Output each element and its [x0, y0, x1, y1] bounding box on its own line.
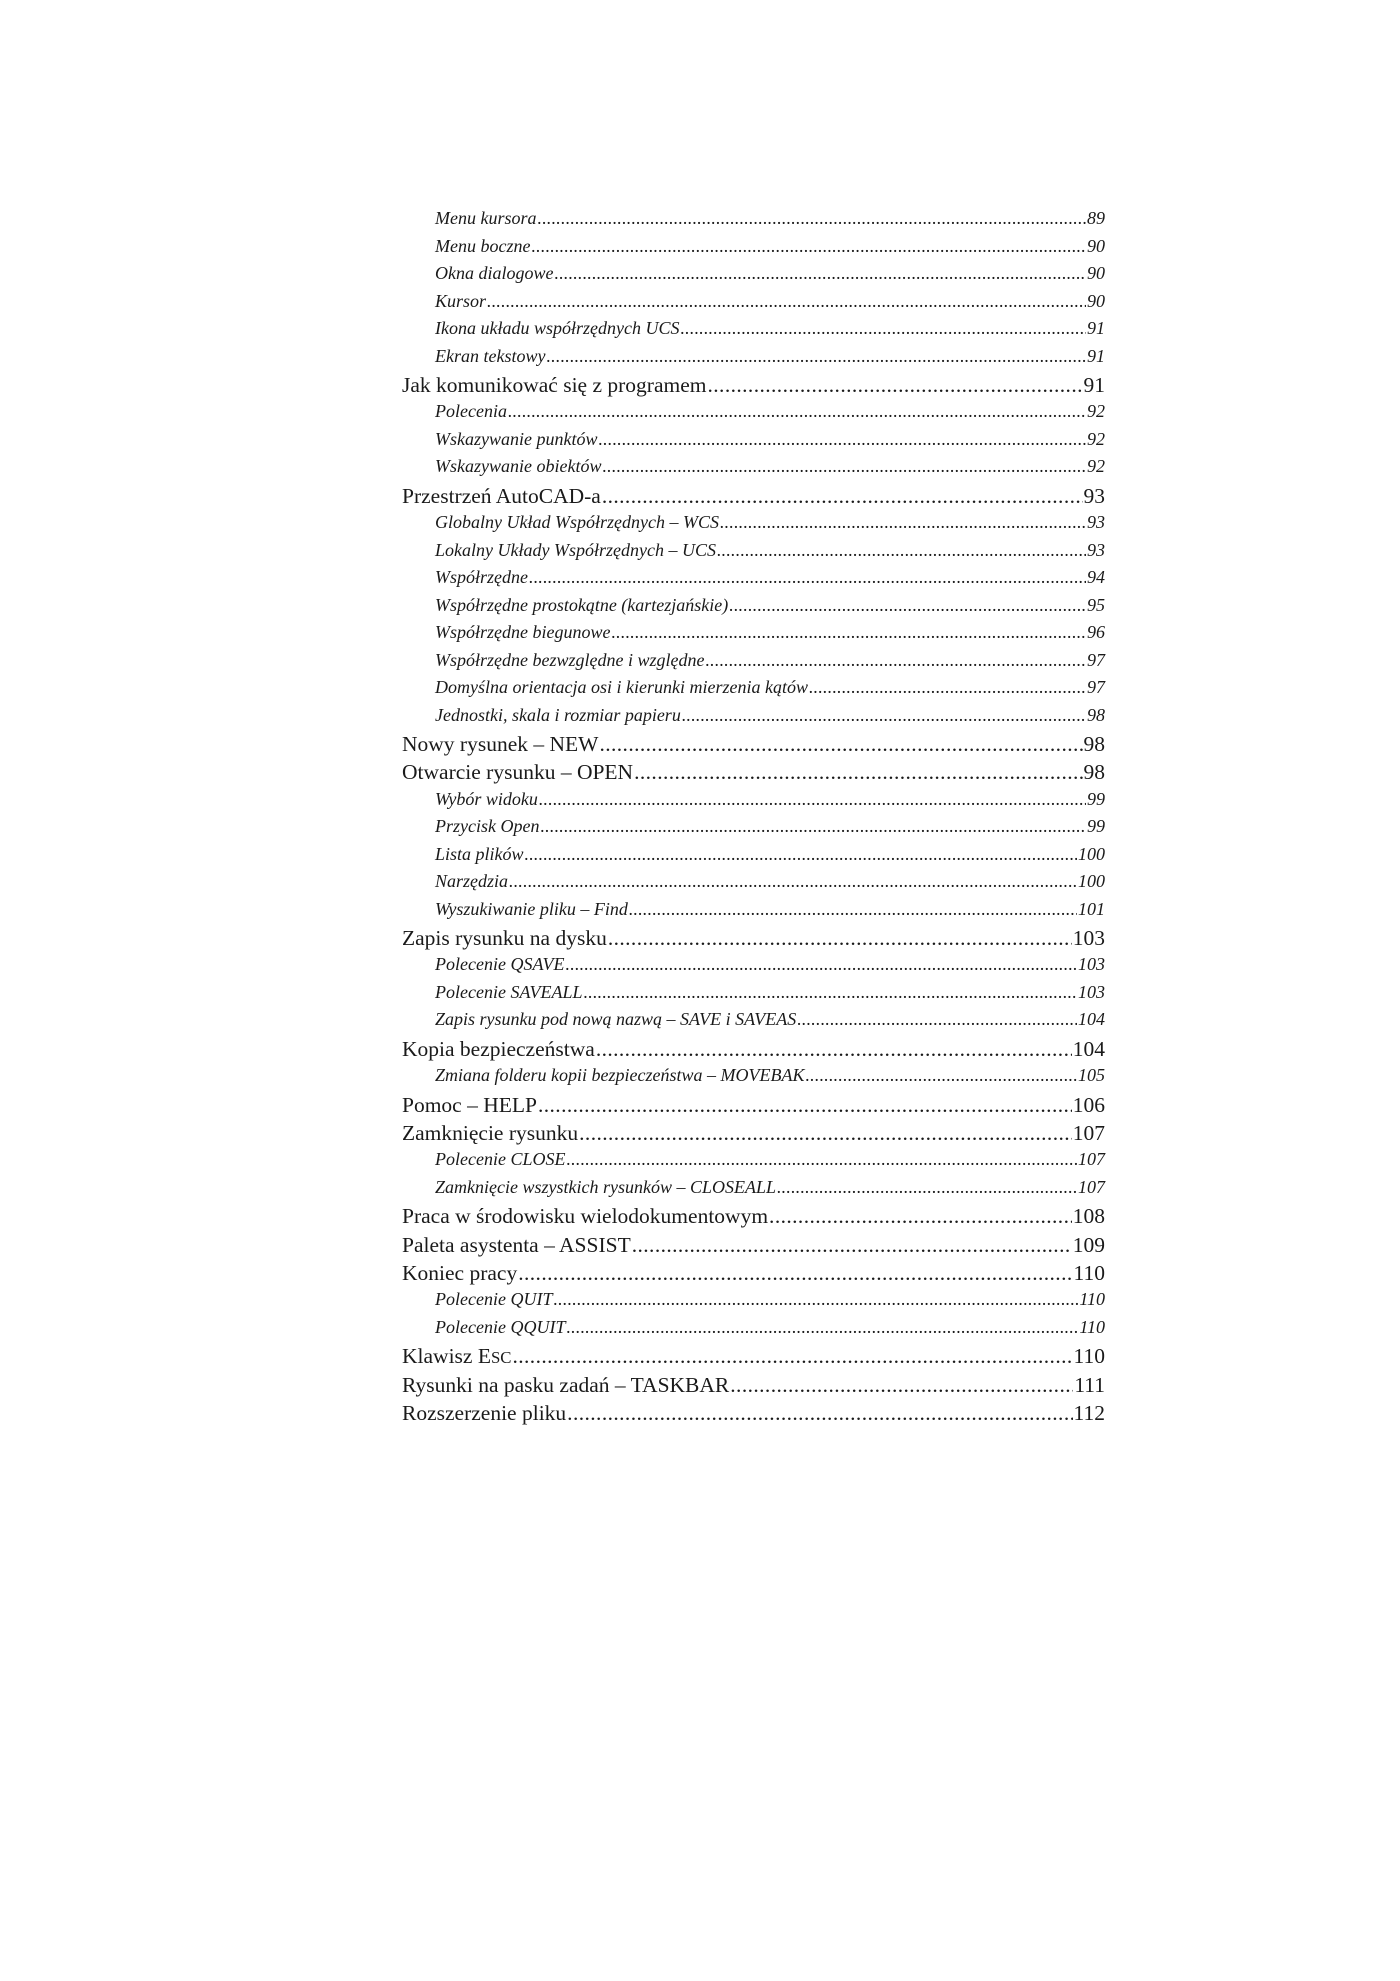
toc-dot-leader — [720, 512, 1086, 533]
toc-entry-title: Polecenie CLOSE — [435, 1149, 566, 1170]
toc-page-number: 96 — [1087, 622, 1105, 643]
toc-page-number: 103 — [1078, 954, 1105, 975]
toc-subsection-entry — [402, 346, 1105, 374]
toc-entry-title: Polecenie QSAVE — [435, 954, 565, 975]
toc-entry-title: Wskazywanie punktów — [435, 428, 598, 449]
toc-entry-title: Globalny Układ Współrzędnych – WCS — [435, 512, 719, 533]
toc-page-number: 103 — [1072, 926, 1105, 951]
toc-page-number: 92 — [1087, 428, 1105, 449]
toc-dot-leader — [538, 208, 1087, 229]
toc-dot-leader — [566, 954, 1077, 975]
toc-subsection-entry — [402, 1177, 1105, 1205]
toc-subsection-entry — [402, 512, 1105, 540]
table-of-contents — [402, 208, 1105, 1429]
toc-dot-leader — [512, 1344, 1072, 1369]
toc-dot-leader — [629, 899, 1077, 920]
toc-dot-leader — [508, 401, 1086, 422]
toc-page-number: 91 — [1087, 318, 1105, 338]
toc-entry-title: Koniec pracy — [402, 1260, 518, 1285]
toc-subsection-entry — [402, 318, 1105, 346]
toc-section-entry — [402, 732, 1105, 760]
toc-page-number: 107 — [1078, 1176, 1105, 1197]
toc-section-entry — [402, 1261, 1105, 1289]
toc-entry-title: Praca w środowisku wielodokumentowym — [402, 1204, 769, 1229]
toc-dot-leader — [805, 1065, 1077, 1086]
toc-section-entry — [402, 1344, 1105, 1372]
toc-subsection-entry — [402, 871, 1105, 899]
toc-page-number: 99 — [1087, 788, 1105, 809]
toc-page-number: 107 — [1078, 1149, 1105, 1170]
toc-subsection-entry — [402, 677, 1105, 705]
toc-page-number: 109 — [1072, 1232, 1105, 1257]
toc-dot-leader — [797, 1009, 1077, 1030]
toc-dot-leader — [777, 1177, 1077, 1198]
toc-page-number: 110 — [1073, 1260, 1105, 1285]
toc-page-number: 103 — [1078, 981, 1105, 1002]
toc-section-entry — [402, 1204, 1105, 1232]
toc-section-entry — [402, 1401, 1105, 1429]
toc-entry-title: Polecenia — [435, 401, 507, 422]
toc-dot-leader — [529, 567, 1086, 588]
toc-entry-title: Wskazywanie obiektów — [435, 456, 602, 477]
toc-entry-title: Okna dialogowe — [435, 263, 554, 283]
toc-dot-leader — [730, 1373, 1073, 1398]
toc-page-number: 98 — [1083, 760, 1105, 785]
toc-page-number: 110 — [1073, 1344, 1105, 1369]
smallcaps-lead: E — [477, 1344, 491, 1369]
toc-dot-leader — [531, 236, 1086, 257]
toc-section-entry — [402, 760, 1105, 788]
toc-page-number: 104 — [1078, 1009, 1105, 1030]
toc-entry-title: Menu boczne — [435, 235, 531, 256]
smallcaps-rest: SC — [490, 1348, 512, 1368]
toc-dot-leader — [608, 926, 1072, 951]
toc-page-number: 112 — [1073, 1400, 1105, 1425]
toc-dot-leader — [509, 871, 1077, 892]
toc-dot-leader — [634, 760, 1082, 785]
toc-subsection-entry — [402, 816, 1105, 844]
toc-dot-leader — [708, 373, 1083, 398]
toc-dot-leader — [680, 318, 1086, 339]
toc-entry-title: Pomoc – HELP — [402, 1092, 537, 1117]
toc-entry-title: Polecenie SAVEALL — [435, 981, 583, 1002]
toc-section-entry — [402, 1121, 1105, 1149]
toc-dot-leader — [717, 540, 1086, 561]
toc-subsection-entry — [402, 650, 1105, 678]
toc-page-number: 97 — [1087, 649, 1105, 670]
toc-subsection-entry — [402, 954, 1105, 982]
toc-page-number: 97 — [1087, 677, 1105, 698]
toc-entry-title: Kopia bezpieczeństwa — [402, 1036, 595, 1061]
toc-entry-title: Polecenie QQUIT — [435, 1316, 566, 1337]
toc-subsection-entry — [402, 1317, 1105, 1345]
toc-entry-title: Rysunki na pasku zadań – TASKBAR — [402, 1372, 730, 1397]
toc-entry-title: Współrzędne biegunowe — [435, 622, 611, 643]
toc-page-number: 91 — [1087, 345, 1105, 366]
toc-subsection-entry — [402, 789, 1105, 817]
toc-page-number: 100 — [1078, 843, 1105, 864]
toc-subsection-entry — [402, 844, 1105, 872]
toc-entry-title: Zapis rysunku na dysku — [402, 926, 607, 951]
toc-dot-leader — [584, 982, 1077, 1003]
toc-entry-title: Zmiana folderu kopii bezpieczeństwa – MOVEBAK — [435, 1065, 805, 1086]
toc-section-entry — [402, 1233, 1105, 1261]
toc-entry-title: Lista plików — [435, 843, 524, 864]
toc-dot-leader — [579, 1121, 1072, 1146]
toc-subsection-entry — [402, 622, 1105, 650]
toc-dot-leader — [566, 1317, 1078, 1338]
toc-entry-title: Narzędzia — [435, 871, 509, 892]
toc-dot-leader — [611, 622, 1086, 643]
toc-dot-leader — [539, 789, 1086, 810]
toc-entry-title: Kursor — [435, 290, 487, 311]
toc-entry-title-smallcaps — [472, 1344, 511, 1369]
toc-entry-title: Jednostki, skala i rozmiar papieru — [435, 704, 681, 725]
toc-dot-leader — [729, 595, 1086, 616]
toc-page-number: 93 — [1083, 483, 1105, 508]
toc-dot-leader — [769, 1204, 1072, 1229]
toc-page-number: 110 — [1079, 1289, 1105, 1310]
toc-entry-title: Nowy rysunek – NEW — [402, 732, 599, 757]
toc-subsection-entry — [402, 263, 1105, 291]
toc-page-number: 98 — [1083, 732, 1105, 757]
toc-entry-title: Wyszukiwanie pliku – Find — [435, 898, 628, 919]
toc-dot-leader — [553, 1289, 1078, 1310]
toc-page-number: 94 — [1087, 567, 1105, 588]
toc-dot-leader — [566, 1149, 1077, 1170]
toc-dot-leader — [596, 1037, 1072, 1062]
toc-subsection-entry — [402, 1149, 1105, 1177]
toc-page-number: 104 — [1072, 1036, 1105, 1061]
toc-page-number: 95 — [1087, 594, 1105, 615]
toc-entry-title: Zamknięcie wszystkich rysunków – CLOSEALL — [435, 1176, 776, 1197]
toc-entry-title: Otwarcie rysunku – OPEN — [402, 760, 634, 785]
toc-dot-leader — [525, 844, 1077, 865]
toc-page-number: 91 — [1083, 373, 1105, 397]
toc-dot-leader — [809, 677, 1086, 698]
toc-page-number: 101 — [1078, 898, 1105, 919]
toc-dot-leader — [567, 1401, 1072, 1426]
toc-entry-title: Zapis rysunku pod nową nazwą – SAVE i SAVEAS — [435, 1009, 797, 1030]
toc-entry-title: Polecenie QUIT — [435, 1289, 553, 1310]
toc-entry-title: Ikona układu współrzędnych UCS — [435, 318, 680, 338]
toc-entry-title: Zamknięcie rysunku — [402, 1121, 579, 1146]
toc-entry-title: Wybór widoku — [435, 788, 538, 809]
toc-subsection-entry — [402, 899, 1105, 927]
toc-entry-title: Domyślna orientacja osi i kierunki mierzenia kątów — [435, 677, 808, 698]
toc-subsection-entry — [402, 1289, 1105, 1317]
toc-page-number: 92 — [1087, 456, 1105, 477]
toc-subsection-entry — [402, 540, 1105, 568]
toc-section-entry — [402, 484, 1105, 512]
toc-subsection-entry — [402, 595, 1105, 623]
toc-dot-leader — [487, 291, 1086, 312]
toc-page-number: 93 — [1087, 539, 1105, 560]
toc-section-entry — [402, 1037, 1105, 1065]
toc-page-number: 107 — [1072, 1121, 1105, 1146]
toc-section-entry — [402, 1373, 1105, 1401]
toc-page-number: 106 — [1072, 1092, 1105, 1117]
toc-entry-title: Współrzędne prostokątne (kartezjańskie) — [435, 594, 729, 615]
toc-dot-leader — [540, 816, 1086, 837]
toc-entry-title: Jak komunikować się z programem — [402, 373, 707, 397]
toc-section-entry — [402, 926, 1105, 954]
toc-entry-title: Menu kursora — [435, 208, 537, 228]
toc-entry-title: Współrzędne bezwzględne i względne — [435, 649, 705, 670]
toc-dot-leader — [546, 346, 1086, 367]
toc-page-number: 92 — [1087, 401, 1105, 422]
toc-dot-leader — [632, 1233, 1072, 1258]
toc-page-number: 105 — [1078, 1065, 1105, 1086]
toc-entry-title: Lokalny Układy Współrzędnych – UCS — [435, 539, 716, 560]
toc-dot-leader — [602, 484, 1083, 509]
toc-page-number: 98 — [1087, 704, 1105, 725]
toc-entry-title: Ekran tekstowy — [435, 345, 546, 366]
toc-dot-leader — [518, 1261, 1072, 1286]
toc-page-number: 108 — [1072, 1204, 1105, 1229]
toc-page-number: 110 — [1079, 1316, 1105, 1337]
toc-subsection-entry — [402, 208, 1105, 236]
toc-dot-leader — [538, 1093, 1072, 1118]
toc-subsection-entry — [402, 1065, 1105, 1093]
toc-page-number: 99 — [1087, 816, 1105, 837]
toc-dot-leader — [682, 705, 1086, 726]
toc-page-number: 90 — [1087, 263, 1105, 283]
toc-entry-title: Przestrzeń AutoCAD-a — [402, 483, 601, 508]
toc-entry-title: Przycisk Open — [435, 816, 540, 837]
toc-entry-title: Paleta asystenta – ASSIST — [402, 1232, 631, 1257]
toc-page-number: 90 — [1087, 290, 1105, 311]
toc-dot-leader — [555, 263, 1087, 284]
toc-page-number: 89 — [1087, 208, 1105, 228]
toc-subsection-entry — [402, 236, 1105, 264]
toc-subsection-entry — [402, 401, 1105, 429]
toc-entry-title: Rozszerzenie pliku — [402, 1400, 567, 1425]
toc-page-number: 100 — [1078, 871, 1105, 892]
toc-page-number: 111 — [1074, 1372, 1105, 1397]
toc-dot-leader — [705, 650, 1086, 671]
toc-page-number: 93 — [1087, 512, 1105, 533]
toc-subsection-entry — [402, 567, 1105, 595]
toc-subsection-entry — [402, 429, 1105, 457]
toc-entry-title: Klawisz — [402, 1344, 473, 1369]
toc-dot-leader — [599, 732, 1082, 757]
toc-subsection-entry — [402, 705, 1105, 733]
toc-dot-leader — [598, 429, 1086, 450]
toc-subsection-entry — [402, 291, 1105, 319]
toc-subsection-entry — [402, 1009, 1105, 1037]
toc-dot-leader — [602, 456, 1086, 477]
toc-section-entry — [402, 1093, 1105, 1121]
toc-entry-title: Współrzędne — [435, 567, 528, 588]
toc-page-number: 90 — [1087, 235, 1105, 256]
toc-subsection-entry — [402, 456, 1105, 484]
toc-section-entry — [402, 373, 1105, 401]
toc-subsection-entry — [402, 982, 1105, 1010]
